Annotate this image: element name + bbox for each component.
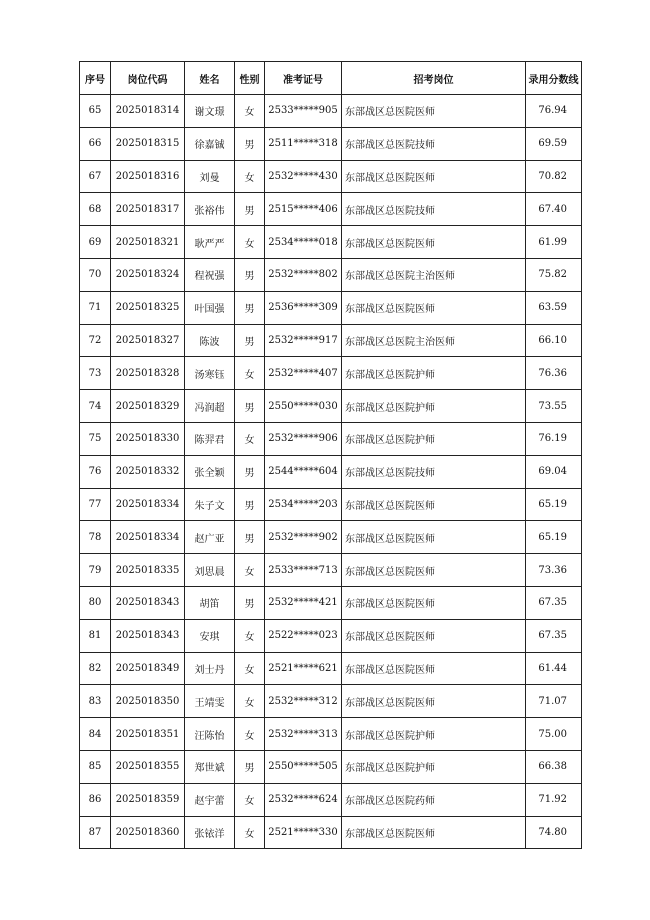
- gender-cell: 女: [235, 718, 265, 751]
- post-code-cell: 2025018351: [111, 718, 185, 751]
- post-code-cell: 2025018349: [111, 652, 185, 685]
- name-cell: 胡笛: [185, 586, 235, 619]
- score-cell: 65.19: [526, 521, 582, 554]
- seq-cell: 66: [80, 127, 111, 160]
- name-cell: 刘思晨: [185, 554, 235, 587]
- gender-cell: 男: [235, 390, 265, 423]
- exam-id-cell: 2515*****406: [265, 193, 342, 226]
- exam-id-cell: 2532*****407: [265, 357, 342, 390]
- name-cell: 耿严严: [185, 226, 235, 259]
- position-cell: 东部战区总医院药师: [342, 783, 526, 816]
- col-header-gender: 性别: [235, 62, 265, 95]
- name-cell: 赵广亚: [185, 521, 235, 554]
- position-cell: 东部战区总医院技师: [342, 127, 526, 160]
- name-cell: 朱子文: [185, 488, 235, 521]
- seq-cell: 75: [80, 422, 111, 455]
- position-cell: 东部战区总医院医师: [342, 291, 526, 324]
- post-code-cell: 2025018332: [111, 455, 185, 488]
- post-code-cell: 2025018327: [111, 324, 185, 357]
- score-cell: 66.38: [526, 750, 582, 783]
- seq-cell: 80: [80, 586, 111, 619]
- table-row: [80, 193, 582, 226]
- name-cell: 赵宇蕾: [185, 783, 235, 816]
- name-cell: 张全颖: [185, 455, 235, 488]
- seq-cell: 79: [80, 554, 111, 587]
- name-cell: 郑世斌: [185, 750, 235, 783]
- admission-score-table: [79, 61, 582, 849]
- col-header-score: 录用分数线: [526, 62, 582, 95]
- seq-cell: 78: [80, 521, 111, 554]
- table-row: [80, 554, 582, 587]
- score-cell: 75.82: [526, 258, 582, 291]
- name-cell: 王靖雯: [185, 685, 235, 718]
- score-cell: 71.92: [526, 783, 582, 816]
- gender-cell: 男: [235, 455, 265, 488]
- exam-id-cell: 2532*****430: [265, 160, 342, 193]
- score-cell: 65.19: [526, 488, 582, 521]
- header-row: [80, 62, 582, 95]
- gender-cell: 男: [235, 324, 265, 357]
- position-cell: 东部战区总医院技师: [342, 455, 526, 488]
- position-cell: 东部战区总医院护师: [342, 357, 526, 390]
- post-code-cell: 2025018317: [111, 193, 185, 226]
- gender-cell: 女: [235, 554, 265, 587]
- post-code-cell: 2025018329: [111, 390, 185, 423]
- seq-cell: 67: [80, 160, 111, 193]
- position-cell: 东部战区总医院医师: [342, 95, 526, 128]
- name-cell: 安琪: [185, 619, 235, 652]
- score-cell: 74.80: [526, 816, 582, 849]
- seq-cell: 86: [80, 783, 111, 816]
- seq-cell: 85: [80, 750, 111, 783]
- gender-cell: 女: [235, 160, 265, 193]
- seq-cell: 81: [80, 619, 111, 652]
- table-row: [80, 127, 582, 160]
- score-cell: 69.04: [526, 455, 582, 488]
- seq-cell: 77: [80, 488, 111, 521]
- post-code-cell: 2025018343: [111, 619, 185, 652]
- position-cell: 东部战区总医院主治医师: [342, 258, 526, 291]
- gender-cell: 女: [235, 783, 265, 816]
- score-cell: 66.10: [526, 324, 582, 357]
- name-cell: 汤寒钰: [185, 357, 235, 390]
- gender-cell: 女: [235, 95, 265, 128]
- exam-id-cell: 2521*****330: [265, 816, 342, 849]
- exam-id-cell: 2532*****624: [265, 783, 342, 816]
- table-row: [80, 455, 582, 488]
- position-cell: 东部战区总医院医师: [342, 586, 526, 619]
- exam-id-cell: 2532*****312: [265, 685, 342, 718]
- col-header-exam-id: 准考证号: [265, 62, 342, 95]
- post-code-cell: 2025018328: [111, 357, 185, 390]
- seq-cell: 84: [80, 718, 111, 751]
- position-cell: 东部战区总医院医师: [342, 488, 526, 521]
- name-cell: 叶国强: [185, 291, 235, 324]
- gender-cell: 女: [235, 816, 265, 849]
- table-row: [80, 750, 582, 783]
- name-cell: 陈波: [185, 324, 235, 357]
- gender-cell: 女: [235, 357, 265, 390]
- name-cell: 徐嘉铖: [185, 127, 235, 160]
- post-code-cell: 2025018330: [111, 422, 185, 455]
- exam-id-cell: 2522*****023: [265, 619, 342, 652]
- gender-cell: 男: [235, 750, 265, 783]
- score-cell: 76.36: [526, 357, 582, 390]
- post-code-cell: 2025018360: [111, 816, 185, 849]
- post-code-cell: 2025018350: [111, 685, 185, 718]
- post-code-cell: 2025018334: [111, 488, 185, 521]
- table-row: [80, 718, 582, 751]
- exam-id-cell: 2534*****203: [265, 488, 342, 521]
- score-cell: 61.44: [526, 652, 582, 685]
- table-row: [80, 521, 582, 554]
- seq-cell: 65: [80, 95, 111, 128]
- table-row: [80, 160, 582, 193]
- post-code-cell: 2025018325: [111, 291, 185, 324]
- col-header-post-code: 岗位代码: [111, 62, 185, 95]
- name-cell: 张铱洋: [185, 816, 235, 849]
- position-cell: 东部战区总医院护师: [342, 422, 526, 455]
- position-cell: 东部战区总医院医师: [342, 816, 526, 849]
- position-cell: 东部战区总医院医师: [342, 160, 526, 193]
- gender-cell: 男: [235, 193, 265, 226]
- table-row: [80, 619, 582, 652]
- score-cell: 73.36: [526, 554, 582, 587]
- gender-cell: 男: [235, 586, 265, 619]
- col-header-position: 招考岗位: [342, 62, 526, 95]
- post-code-cell: 2025018355: [111, 750, 185, 783]
- position-cell: 东部战区总医院主治医师: [342, 324, 526, 357]
- gender-cell: 女: [235, 685, 265, 718]
- exam-id-cell: 2550*****030: [265, 390, 342, 423]
- name-cell: 汪陈怡: [185, 718, 235, 751]
- name-cell: 刘士丹: [185, 652, 235, 685]
- seq-cell: 87: [80, 816, 111, 849]
- seq-cell: 73: [80, 357, 111, 390]
- seq-cell: 83: [80, 685, 111, 718]
- exam-id-cell: 2533*****905: [265, 95, 342, 128]
- table-row: [80, 258, 582, 291]
- gender-cell: 男: [235, 258, 265, 291]
- table-row: [80, 422, 582, 455]
- position-cell: 东部战区总医院医师: [342, 619, 526, 652]
- table-row: [80, 652, 582, 685]
- score-cell: 76.94: [526, 95, 582, 128]
- table-body: [80, 95, 582, 849]
- position-cell: 东部战区总医院护师: [342, 750, 526, 783]
- score-cell: 61.99: [526, 226, 582, 259]
- seq-cell: 82: [80, 652, 111, 685]
- exam-id-cell: 2534*****018: [265, 226, 342, 259]
- table-row: [80, 783, 582, 816]
- position-cell: 东部战区总医院护师: [342, 390, 526, 423]
- score-cell: 75.00: [526, 718, 582, 751]
- post-code-cell: 2025018316: [111, 160, 185, 193]
- position-cell: 东部战区总医院医师: [342, 652, 526, 685]
- position-cell: 东部战区总医院医师: [342, 226, 526, 259]
- seq-cell: 74: [80, 390, 111, 423]
- name-cell: 陈羿君: [185, 422, 235, 455]
- table-row: [80, 291, 582, 324]
- exam-id-cell: 2533*****713: [265, 554, 342, 587]
- post-code-cell: 2025018334: [111, 521, 185, 554]
- position-cell: 东部战区总医院护师: [342, 718, 526, 751]
- col-header-seq: 序号: [80, 62, 111, 95]
- score-cell: 67.35: [526, 619, 582, 652]
- seq-cell: 69: [80, 226, 111, 259]
- post-code-cell: 2025018324: [111, 258, 185, 291]
- exam-id-cell: 2532*****421: [265, 586, 342, 619]
- exam-id-cell: 2532*****906: [265, 422, 342, 455]
- post-code-cell: 2025018314: [111, 95, 185, 128]
- exam-id-cell: 2532*****313: [265, 718, 342, 751]
- gender-cell: 女: [235, 226, 265, 259]
- score-cell: 70.82: [526, 160, 582, 193]
- col-header-name: 姓名: [185, 62, 235, 95]
- table-row: [80, 390, 582, 423]
- post-code-cell: 2025018315: [111, 127, 185, 160]
- seq-cell: 68: [80, 193, 111, 226]
- post-code-cell: 2025018359: [111, 783, 185, 816]
- position-cell: 东部战区总医院医师: [342, 685, 526, 718]
- score-cell: 76.19: [526, 422, 582, 455]
- post-code-cell: 2025018321: [111, 226, 185, 259]
- gender-cell: 男: [235, 488, 265, 521]
- position-cell: 东部战区总医院医师: [342, 554, 526, 587]
- table-row: [80, 685, 582, 718]
- exam-id-cell: 2521*****621: [265, 652, 342, 685]
- gender-cell: 男: [235, 127, 265, 160]
- name-cell: 程祝强: [185, 258, 235, 291]
- gender-cell: 男: [235, 521, 265, 554]
- score-cell: 69.59: [526, 127, 582, 160]
- seq-cell: 71: [80, 291, 111, 324]
- exam-id-cell: 2532*****802: [265, 258, 342, 291]
- name-cell: 张裕伟: [185, 193, 235, 226]
- exam-id-cell: 2511*****318: [265, 127, 342, 160]
- table-row: [80, 357, 582, 390]
- seq-cell: 76: [80, 455, 111, 488]
- post-code-cell: 2025018343: [111, 586, 185, 619]
- position-cell: 东部战区总医院医师: [342, 521, 526, 554]
- table-row: [80, 324, 582, 357]
- gender-cell: 男: [235, 291, 265, 324]
- table-row: [80, 586, 582, 619]
- score-cell: 71.07: [526, 685, 582, 718]
- table-row: [80, 95, 582, 128]
- seq-cell: 70: [80, 258, 111, 291]
- name-cell: 谢文璟: [185, 95, 235, 128]
- table-row: [80, 488, 582, 521]
- post-code-cell: 2025018335: [111, 554, 185, 587]
- table-row: [80, 226, 582, 259]
- seq-cell: 72: [80, 324, 111, 357]
- gender-cell: 女: [235, 422, 265, 455]
- name-cell: 冯润超: [185, 390, 235, 423]
- exam-id-cell: 2550*****505: [265, 750, 342, 783]
- score-cell: 67.35: [526, 586, 582, 619]
- position-cell: 东部战区总医院技师: [342, 193, 526, 226]
- exam-id-cell: 2536*****309: [265, 291, 342, 324]
- exam-id-cell: 2544*****604: [265, 455, 342, 488]
- score-cell: 67.40: [526, 193, 582, 226]
- gender-cell: 女: [235, 619, 265, 652]
- exam-id-cell: 2532*****917: [265, 324, 342, 357]
- exam-id-cell: 2532*****902: [265, 521, 342, 554]
- gender-cell: 女: [235, 652, 265, 685]
- table-row: [80, 816, 582, 849]
- score-cell: 73.55: [526, 390, 582, 423]
- name-cell: 刘曼: [185, 160, 235, 193]
- score-cell: 63.59: [526, 291, 582, 324]
